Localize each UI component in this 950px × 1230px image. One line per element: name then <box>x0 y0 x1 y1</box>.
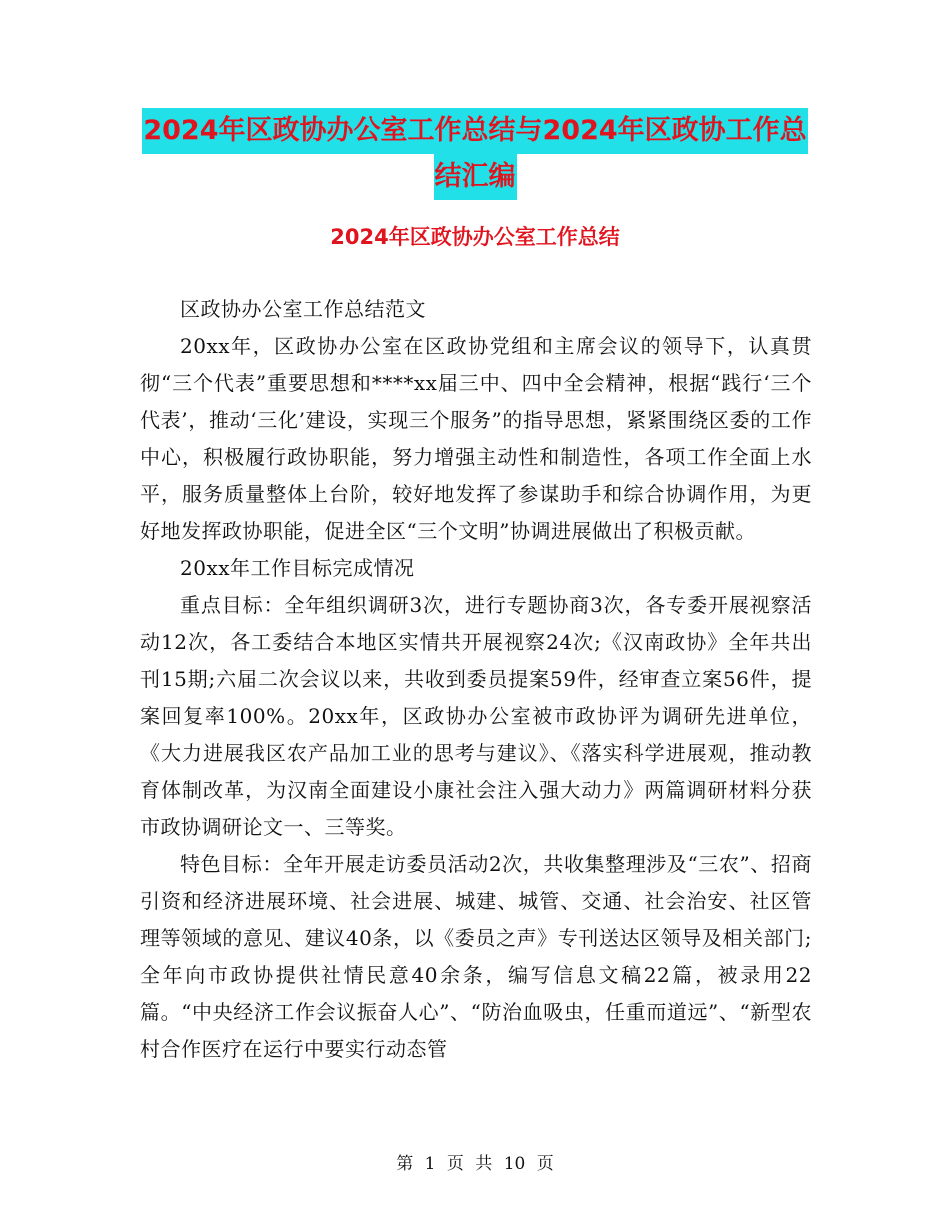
document-title <box>0 108 950 200</box>
section-title: 2024年区政协办公室工作总结 <box>330 225 620 249</box>
body-paragraph: 20xx年，区政协办公室在区政协党组和主席会议的领导下，认真贯彻“三个代表”重要思想和****xx届三中、四中全会精神，根据“践行‘三个代表’，推动‘三化’建设，实现三个服务”的指导思想，紧紧围绕区委的工作中心，积极履行政协职能，努力增强主动性和制造性，各项工作全面上水平，服务质量整体上台阶，较好地发挥了参谋助手和综合协调作用，为更好地发挥政协职能，促进全区“三个文明”协调进展做出了积极贡献。 <box>140 334 812 543</box>
document-title-line-1: 2024年区政协办公室工作总结与2024年区政协工作总 <box>142 108 807 154</box>
body-paragraph: 重点目标：全年组织调研3次，进行专题协商3次，各专委开展视察活动12次，各工委结合本地区实情共开展视察24次;《汉南政协》全年共出刊15期;六届二次会议以来，共收到委员提案59件，经审查立案56件，提案回复率100%。20xx年，区政协办公室被市政协评为调研先进单位，《大力进展我区农产品加工业的思考与建议》、《落实科学进展观，推动教育体制改革，为汉南全面建设小康社会注入强大动力》两篇调研材料分获市政协调研论文一、三等奖。 <box>140 593 812 839</box>
body-paragraph: 20xx年工作目标完成情况 <box>180 556 415 580</box>
document-body <box>140 291 812 1068</box>
body-paragraph: 特色目标：全年开展走访委员活动2次，共收集整理涉及“三农”、招商引资和经济进展环境、社会进展、城建、城管、交通、社会治安、社区管理等领域的意见、建议40条，以《委员之声》专刊送达区领导及相关部门;全年向市政协提供社情民意40余条，编写信息文稿22篇，被录用22篇。“中央经济工作会议振奋人心”、“防治血吸虫，任重而道远”、“新型农村合作医疗在运行中要实行动态管 <box>140 852 812 1061</box>
page-footer: 第 1 页 共 10 页 <box>396 1154 554 1174</box>
body-paragraph: 区政协办公室工作总结范文 <box>180 297 426 321</box>
document-title-line-2: 结汇编 <box>434 154 517 200</box>
